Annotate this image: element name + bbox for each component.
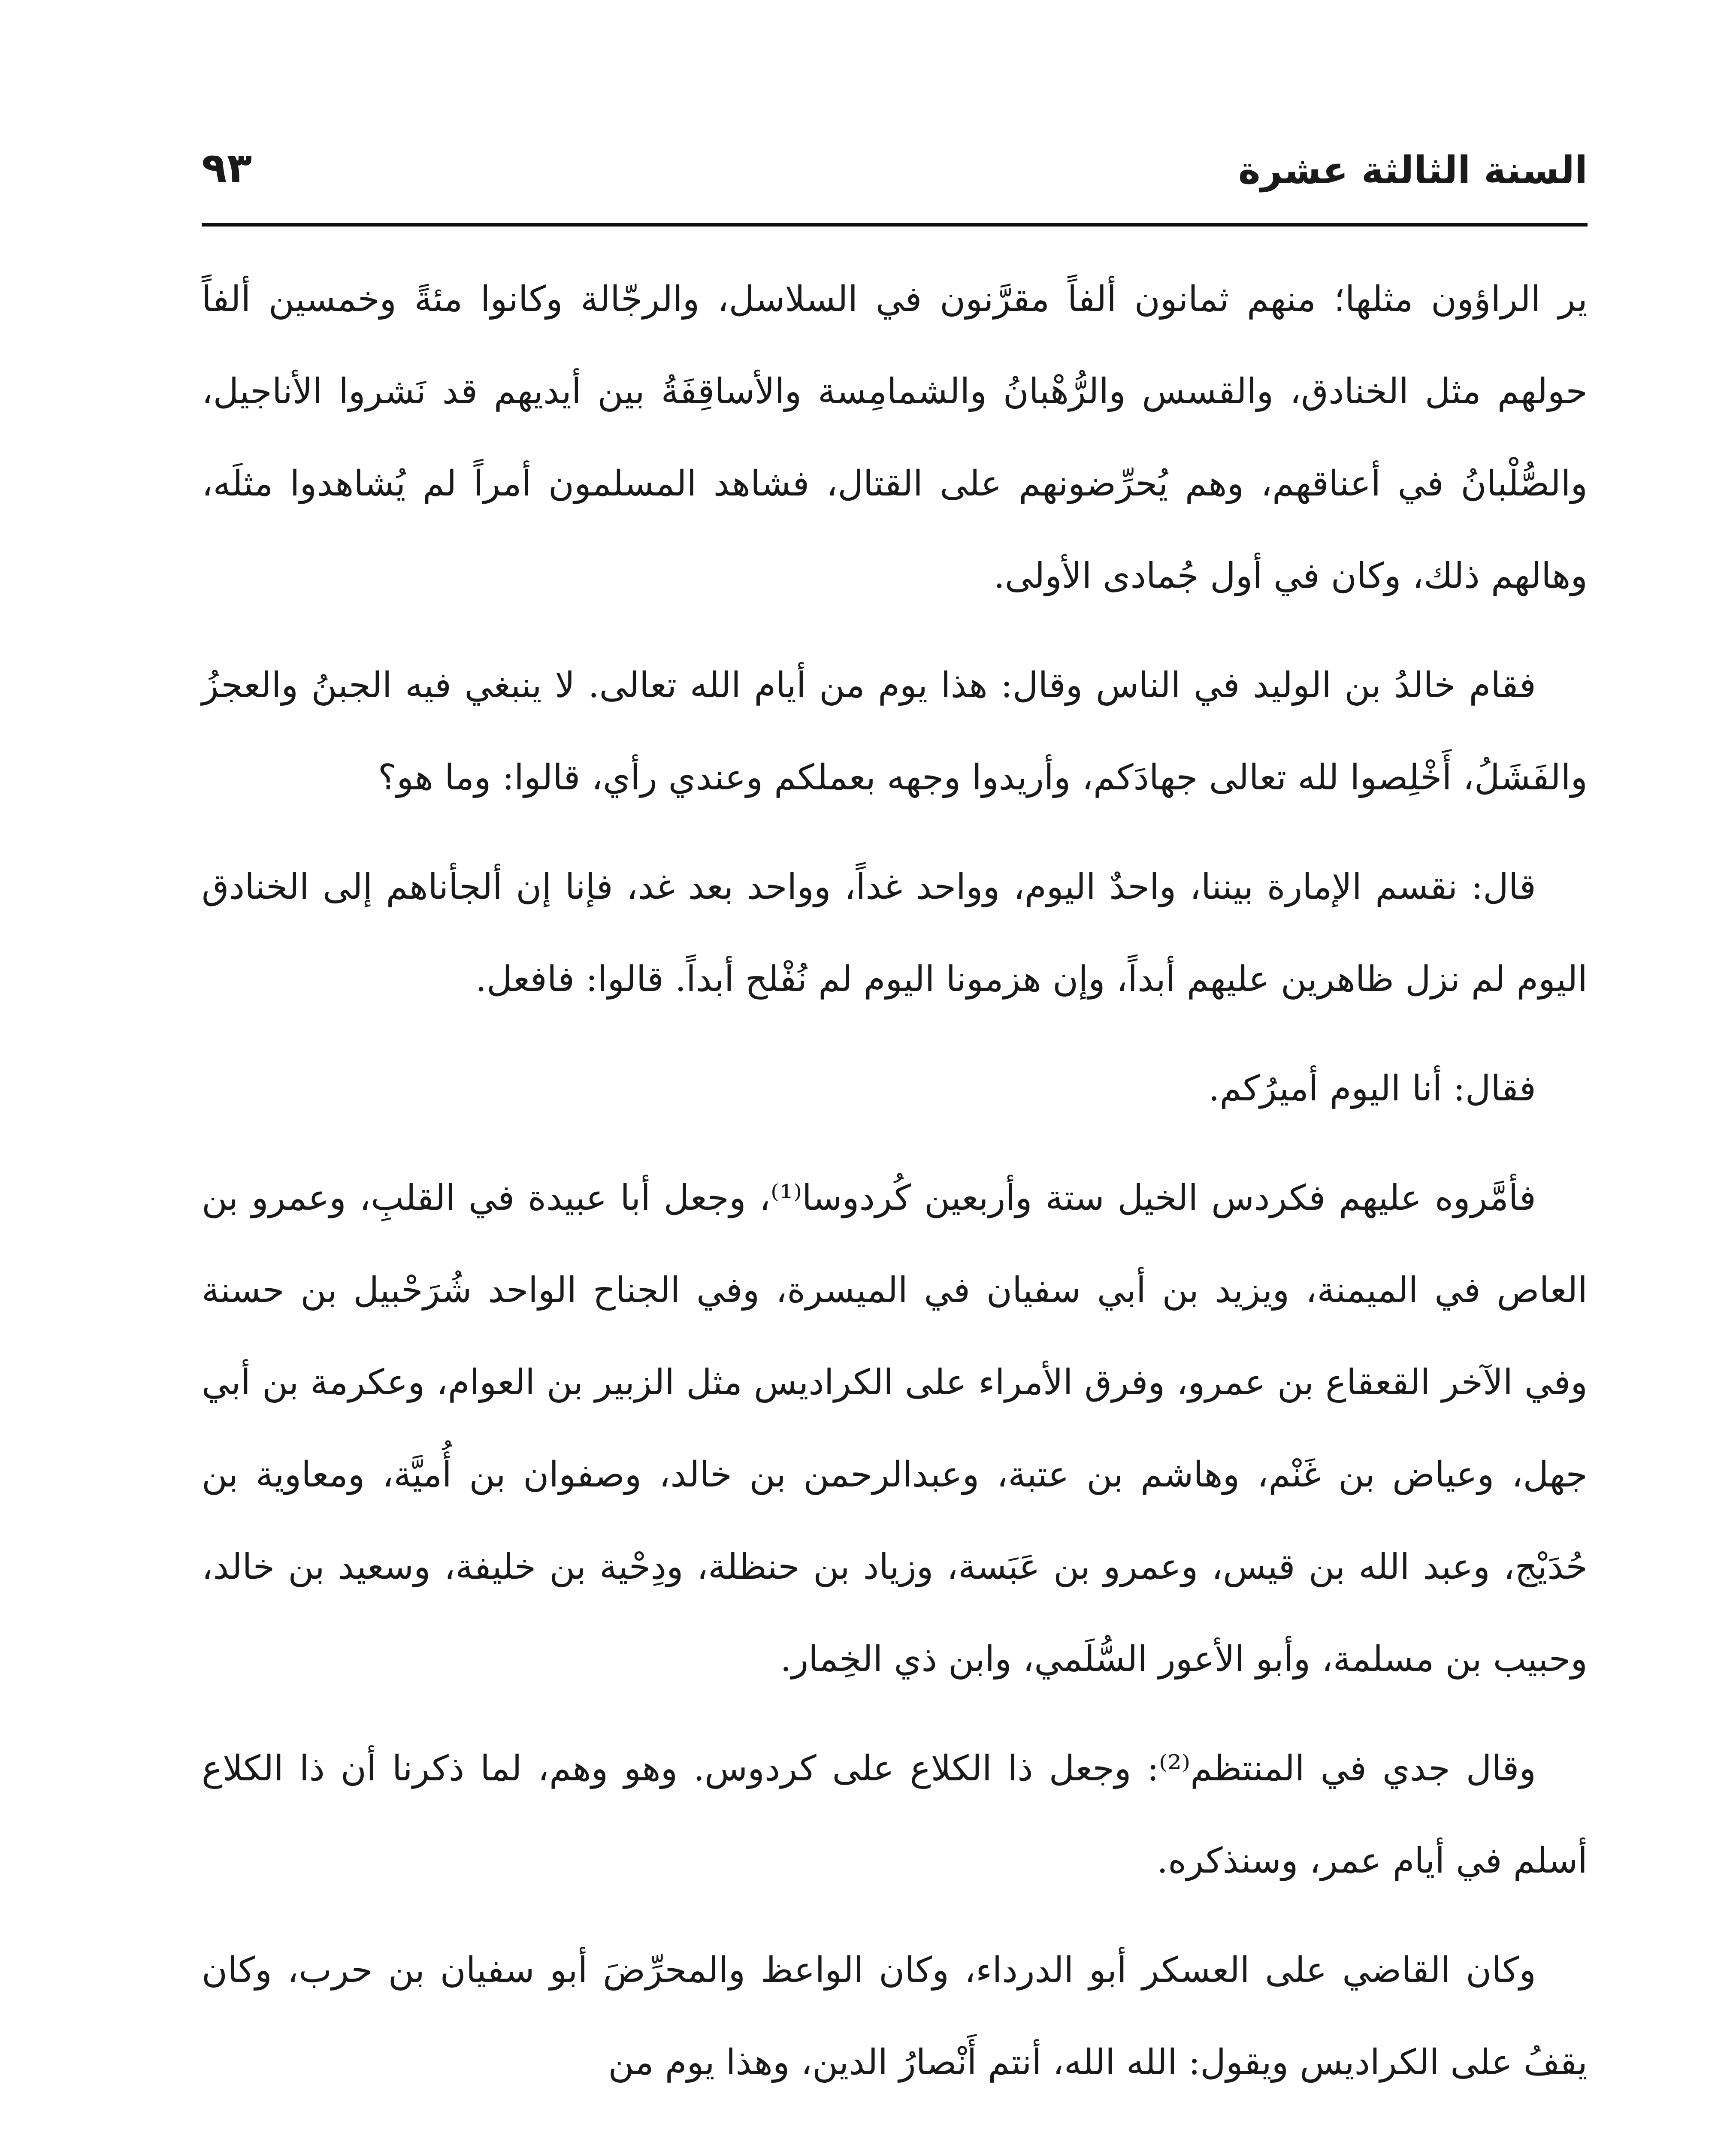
paragraph-5: فأمَّروه عليهم فكردس الخيل ستة وأربعين كُردوسا⁽¹⁾، وجعل أبا عبيدة في القلبِ، وعمرو بن العاص في الميمنة، ويزيد بن أبي سفيان في الميسرة، وفي الجناح الواحد شُرَحْبيل بن حسنة وفي الآخر القعقاع بن عمرو، وفرق الأمراء على الكراديس مثل الزبير بن العوام، وعكرمة بن أبي جهل، وعياض بن غَنْم، وهاشم بن عتبة، وعبدالرحمن بن خالد، وصفوان بن أُميَّة، ومعاوية بن حُدَيْج، وعبد الله بن قيس، وعمرو بن عَبَسة، وزياد بن حنظلة، ودِحْية بن خليفة، وسعيد بن خالد، وحبيب بن مسلمة، وأبو الأعور السُّلَمي، وابن ذي الخِمار.: [202, 1178, 1588, 1680]
paragraph-4: فقال: أنا اليوم أميرُكم.: [1208, 1068, 1536, 1109]
paragraph-1: ير الراؤون مثلها؛ منهم ثمانون ألفاً مقرَّنون في السلاسل، والرجّالة وكانوا مئةً وخمسين ألفاً حولهم مثل الخنادق، والقسس والرُّهْبانُ والشمامِسة والأساقِفَةُ بين أيديهم قد نَشروا الأناجيل، والصُّلْبانُ في أعناقهم، وهم يُحرِّضونهم على القتال، فشاهد المسلمون أمراً لم يُشاهدوا مثلَه، وهالهم ذلك، وكان في أول جُمادى الأولى.: [202, 279, 1588, 596]
running-title: السنة الثالثة عشرة: [1238, 148, 1588, 192]
paragraph-7: وكان القاضي على العسكر أبو الدرداء، وكان الواعظ والمحرِّضَ أبو سفيان بن حرب، وكان يقفُ على الكراديس ويقول: الله الله، أنتم أَنْصارُ الدين، وهذا يوم من: [202, 1950, 1588, 2083]
page-header: [202, 144, 1588, 208]
header-rule: [202, 223, 1588, 227]
paragraph-6: وقال جدي في المنتظم⁽²⁾: وجعل ذا الكلاع على كردوس. وهو وهم، لما ذكرنا أن ذا الكلاع أسلم في أيام عمر، وسنذكره.: [202, 1748, 1588, 1881]
page-number: ٩٣: [202, 144, 252, 192]
main-text: [202, 253, 1588, 2109]
paragraph-2: فقام خالدُ بن الوليد في الناس وقال: هذا يوم من أيام الله تعالى. لا ينبغي فيه الجبنُ والعجزُ والفَشَلُ، أَخْلِصوا لله تعالى جهادَكم، وأريدوا وجهه بعملكم وعندي رأي، قالوا: وما هو؟: [202, 665, 1588, 798]
paragraph-3: قال: نقسم الإمارة بيننا، واحدٌ اليوم، وواحد غداً، وواحد بعد غد، فإنا إن ألجأناهم إلى الخنادق اليوم لم نزل ظاهرين عليهم أبداً، وإن هزمونا اليوم لم نُفْلح أبداً. قالوا: فافعل.: [202, 867, 1588, 1000]
